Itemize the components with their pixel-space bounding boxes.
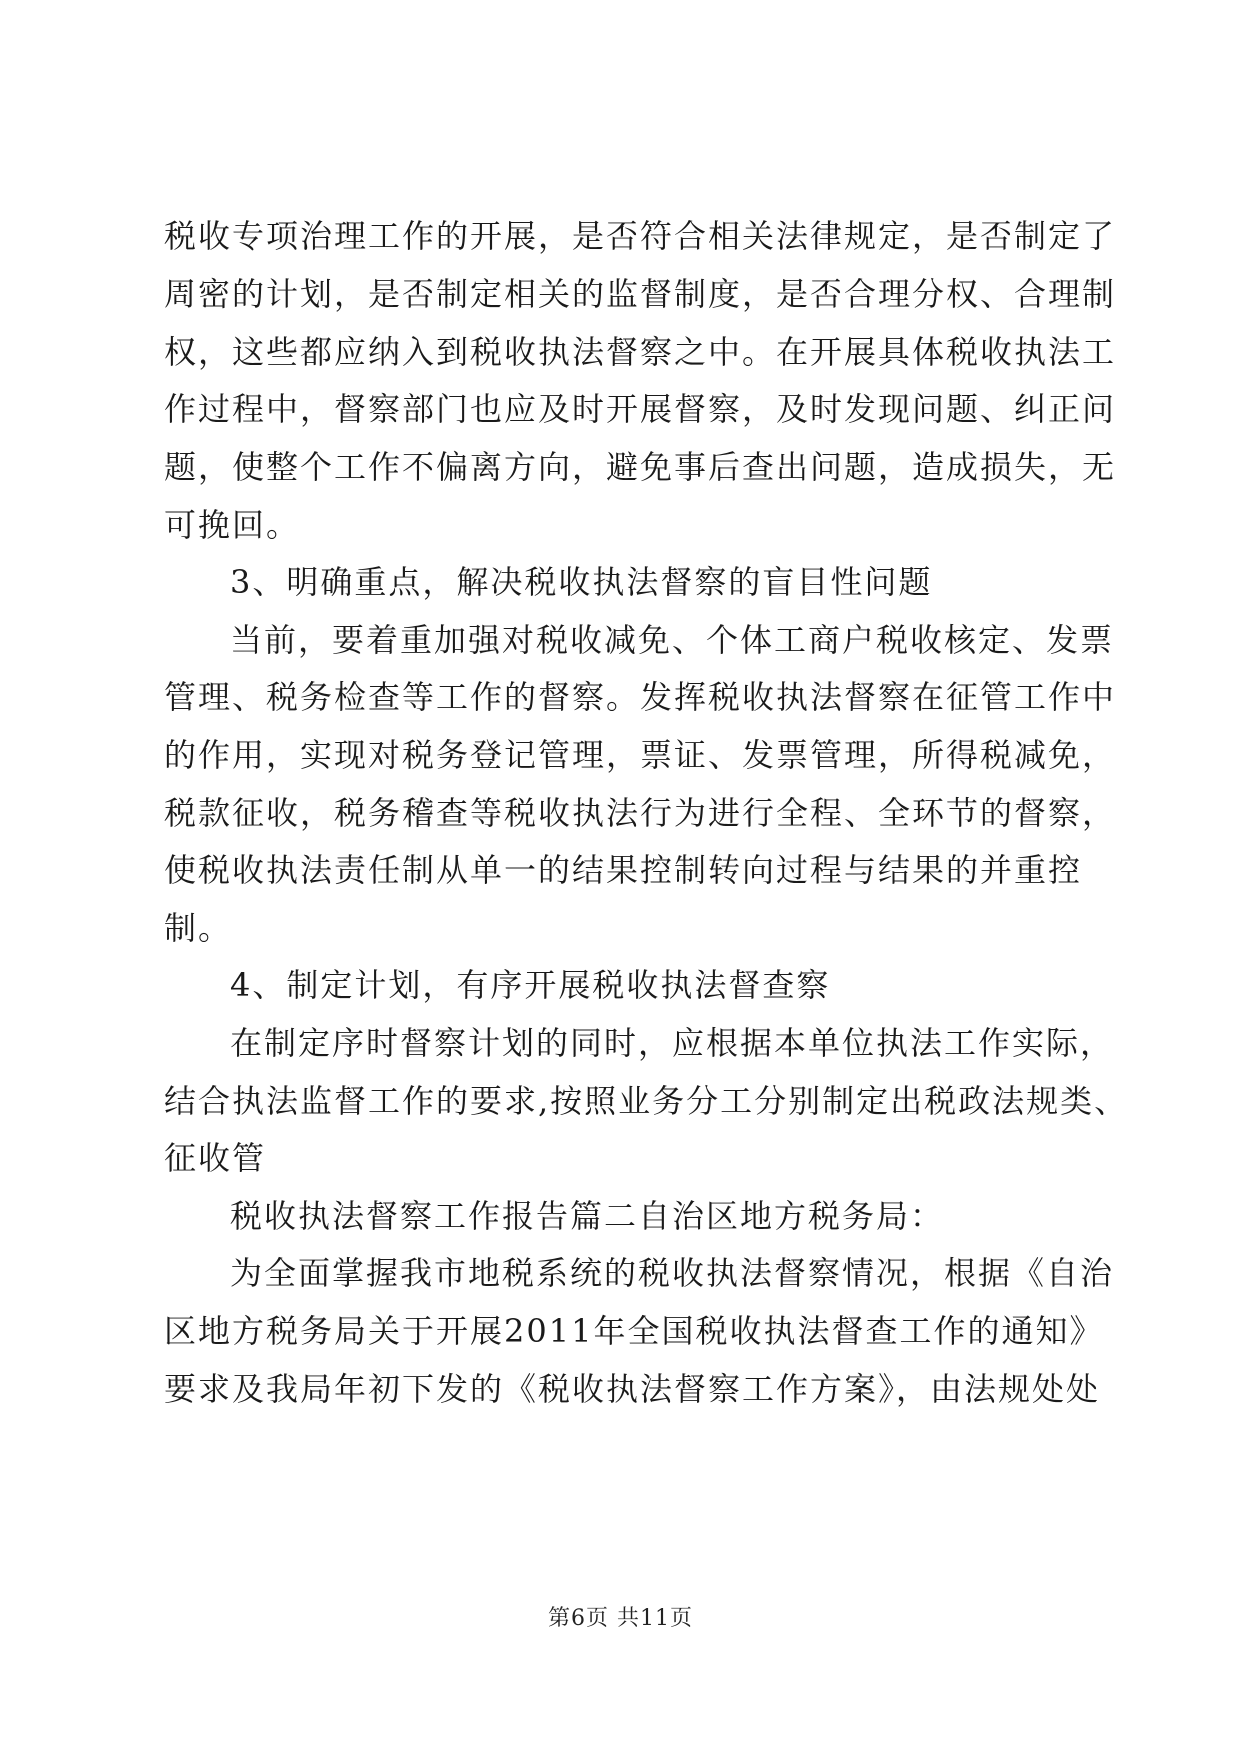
text-line-12: 使税收执法责任制从单一的结果控制转向过程与结果的并重控 — [164, 851, 1083, 889]
text-line-6: 可挽回。 — [164, 506, 301, 544]
text-line-21: 要求及我局年初下发的《税收执法督察工作方案》，由法规处处 — [164, 1370, 1101, 1408]
text-line-20: 区地方税务局关于开展2011年全国税收执法督查工作的通知》 — [164, 1312, 1104, 1350]
text-line-15: 在制定序时督察计划的同时，应根据本单位执法工作实际， — [230, 1024, 1115, 1062]
text-line-17: 征收管 — [164, 1139, 267, 1177]
text-line-19: 为全面掌握我市地税系统的税收执法督察情况，根据《自治 — [230, 1254, 1115, 1292]
text-line-1: 税收专项治理工作的开展，是否符合相关法律规定，是否制定了 — [164, 217, 1117, 255]
text-line-5: 题，使整个工作不偏离方向，避免事后查出问题，造成损失，无 — [164, 448, 1117, 486]
section-heading-3: 3、明确重点，解决税收执法督察的盲目性问题 — [230, 563, 933, 601]
text-line-10: 的作用，实现对税务登记管理，票证、发票管理，所得税减免， — [164, 736, 1117, 774]
text-line-13: 制。 — [164, 909, 233, 947]
text-line-9: 管理、税务检查等工作的督察。发挥税收执法督察在征管工作中 — [164, 678, 1117, 716]
text-line-2: 周密的计划，是否制定相关的监督制度，是否合理分权、合理制 — [164, 275, 1117, 313]
text-line-8: 当前，要着重加强对税收减免、个体工商户税收核定、发票 — [230, 621, 1115, 659]
text-line-11: 税款征收，税务稽查等税收执法行为进行全程、全环节的督察， — [164, 794, 1117, 832]
text-line-16: 结合执法监督工作的要求,按照业务分工分别制定出税政法规类、 — [164, 1082, 1129, 1120]
section-heading-4: 4、制定计划，有序开展税收执法督查察 — [230, 966, 831, 1004]
report-heading-2: 税收执法督察工作报告篇二自治区地方税务局： — [230, 1197, 945, 1235]
text-line-3: 权，这些都应纳入到税收执法督察之中。在开展具体税收执法工 — [164, 333, 1117, 371]
text-line-4: 作过程中，督察部门也应及时开展督察，及时发现问题、纠正问 — [164, 390, 1117, 428]
page-footer: 第6页 共11页 — [548, 1606, 693, 1631]
